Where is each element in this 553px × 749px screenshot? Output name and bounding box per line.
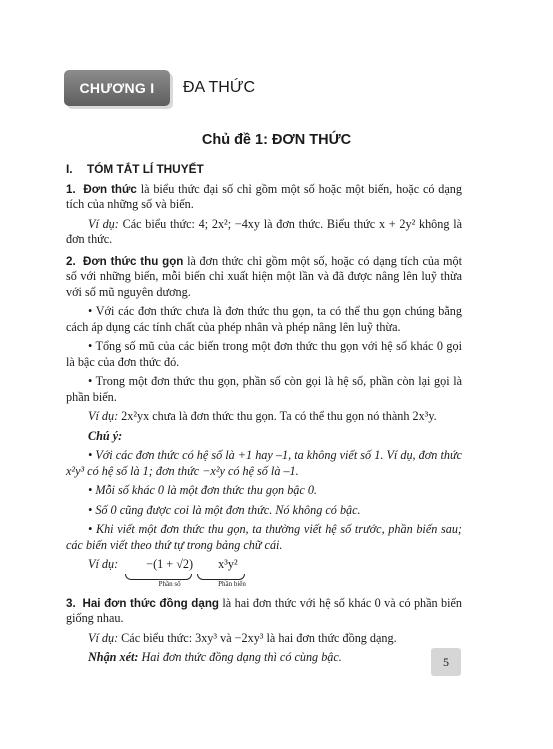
item-number: 1. xyxy=(66,182,76,196)
definition-similar-monomials xyxy=(66,596,462,627)
note-label: Chú ý: xyxy=(88,428,123,443)
example-monomial xyxy=(66,217,462,248)
definition-text: là đơn thức chỉ gồm một số, hoặc có dạng tích của một số với những biến, mỗi biến chỉ xuất hiện một lần và đã được nâng lên luỹ thừa với số mũ nguyên dương. xyxy=(66,253,462,299)
example-label: Ví dụ: xyxy=(88,409,119,423)
variable-part xyxy=(196,557,246,588)
section-heading xyxy=(66,162,462,178)
note-heading xyxy=(66,429,462,445)
bullet-item: • Với các đơn thức chưa là đơn thức thu gọn, ta có thể thu gọn chúng bằng cách áp dụng các tính chất của phép nhân và phép nâng lên luỹ thừa. xyxy=(66,304,462,334)
example-annotated xyxy=(66,557,462,588)
variable-expression: x³y² xyxy=(218,557,238,571)
page-number: 5 xyxy=(431,648,461,676)
remark-label: Nhận xét: xyxy=(88,650,139,664)
example-label: Ví dụ: xyxy=(88,630,119,645)
definition-text: là hai đơn thức với hệ số khác 0 và có phần biến giống nhau. xyxy=(66,595,463,625)
term-similar-monomials: Hai đơn thức đồng dạng xyxy=(82,596,220,610)
theory-content xyxy=(66,162,462,670)
section-title: TÓM TẮT LÍ THUYẾT xyxy=(87,162,204,176)
coefficient-part xyxy=(124,557,193,588)
definition-monomial xyxy=(66,182,462,213)
note-item xyxy=(66,503,462,519)
variable-caption: Phần biến xyxy=(218,579,246,588)
note-text: • Với các đơn thức có hệ số là +1 hay –1, ta không viết số 1. Ví dụ, đơn thức x²y³ có hệ số là 1; đơn thức −x²y có hệ số là –1. xyxy=(66,448,462,478)
coefficient-caption: Phần số xyxy=(158,579,181,588)
note-item xyxy=(66,448,462,479)
remark-text: Hai đơn thức đồng dạng thì có cùng bậc. xyxy=(138,650,342,664)
example-text: 2x²yx chưa là đơn thức thu gọn. Ta có thể thu gọn nó thành 2x³y. xyxy=(118,409,437,423)
definition-reduced-monomial xyxy=(66,254,462,301)
term-reduced-monomial: Đơn thức thu gọn xyxy=(83,254,184,268)
example-text: Các biểu thức: 3xy³ và −2xy³ là hai đơn thức đồng dạng. xyxy=(118,630,397,645)
bullet-item: • Tổng số mũ của các biến trong một đơn thức thu gọn với hệ số khác 0 gọi là bậc của đơn thức đó. xyxy=(66,339,462,369)
remark xyxy=(66,650,462,666)
note-item xyxy=(66,522,462,553)
note-text: • Khi viết một đơn thức thu gọn, ta thường viết hệ số trước, phần biến sau; các biến viết theo thứ tự trong bảng chữ cái. xyxy=(66,522,462,552)
note-text: • Số 0 cũng được coi là một đơn thức. Nó không có bậc. xyxy=(88,502,361,517)
item-number: 2. xyxy=(66,254,76,268)
topic-title: Chủ đề 1: ĐƠN THỨC xyxy=(201,132,352,148)
note-item xyxy=(66,483,462,499)
note-text: • Mỗi số khác 0 là một đơn thức thu gọn bậc 0. xyxy=(88,483,317,497)
item-number: 3. xyxy=(66,596,76,610)
example-label: Ví dụ: xyxy=(88,557,119,571)
bullet-item: • Trong một đơn thức thu gọn, phần số còn gọi là hệ số, phần còn lại gọi là phần biến. xyxy=(66,374,462,404)
chapter-title: ĐA THỨC xyxy=(183,79,256,96)
chapter-badge xyxy=(64,70,170,106)
example-label: Ví dụ: xyxy=(88,216,119,231)
coefficient-expression: −(1 + √2) xyxy=(146,557,194,571)
example-text: Các biểu thức: 4; 2x²; −4xy là đơn thức. Biểu thức x + 2y² không là đơn thức. xyxy=(66,216,462,246)
chapter-label: CHƯƠNG I xyxy=(79,80,155,96)
definition-text: là biểu thức đại số chỉ gồm một số hoặc một biến, hoặc có dạng tích của những số và biến. xyxy=(66,181,462,211)
section-number: I. xyxy=(66,162,73,176)
example-similar xyxy=(66,631,462,647)
term-monomial: Đơn thức xyxy=(83,182,137,196)
example-reduced xyxy=(66,409,462,425)
